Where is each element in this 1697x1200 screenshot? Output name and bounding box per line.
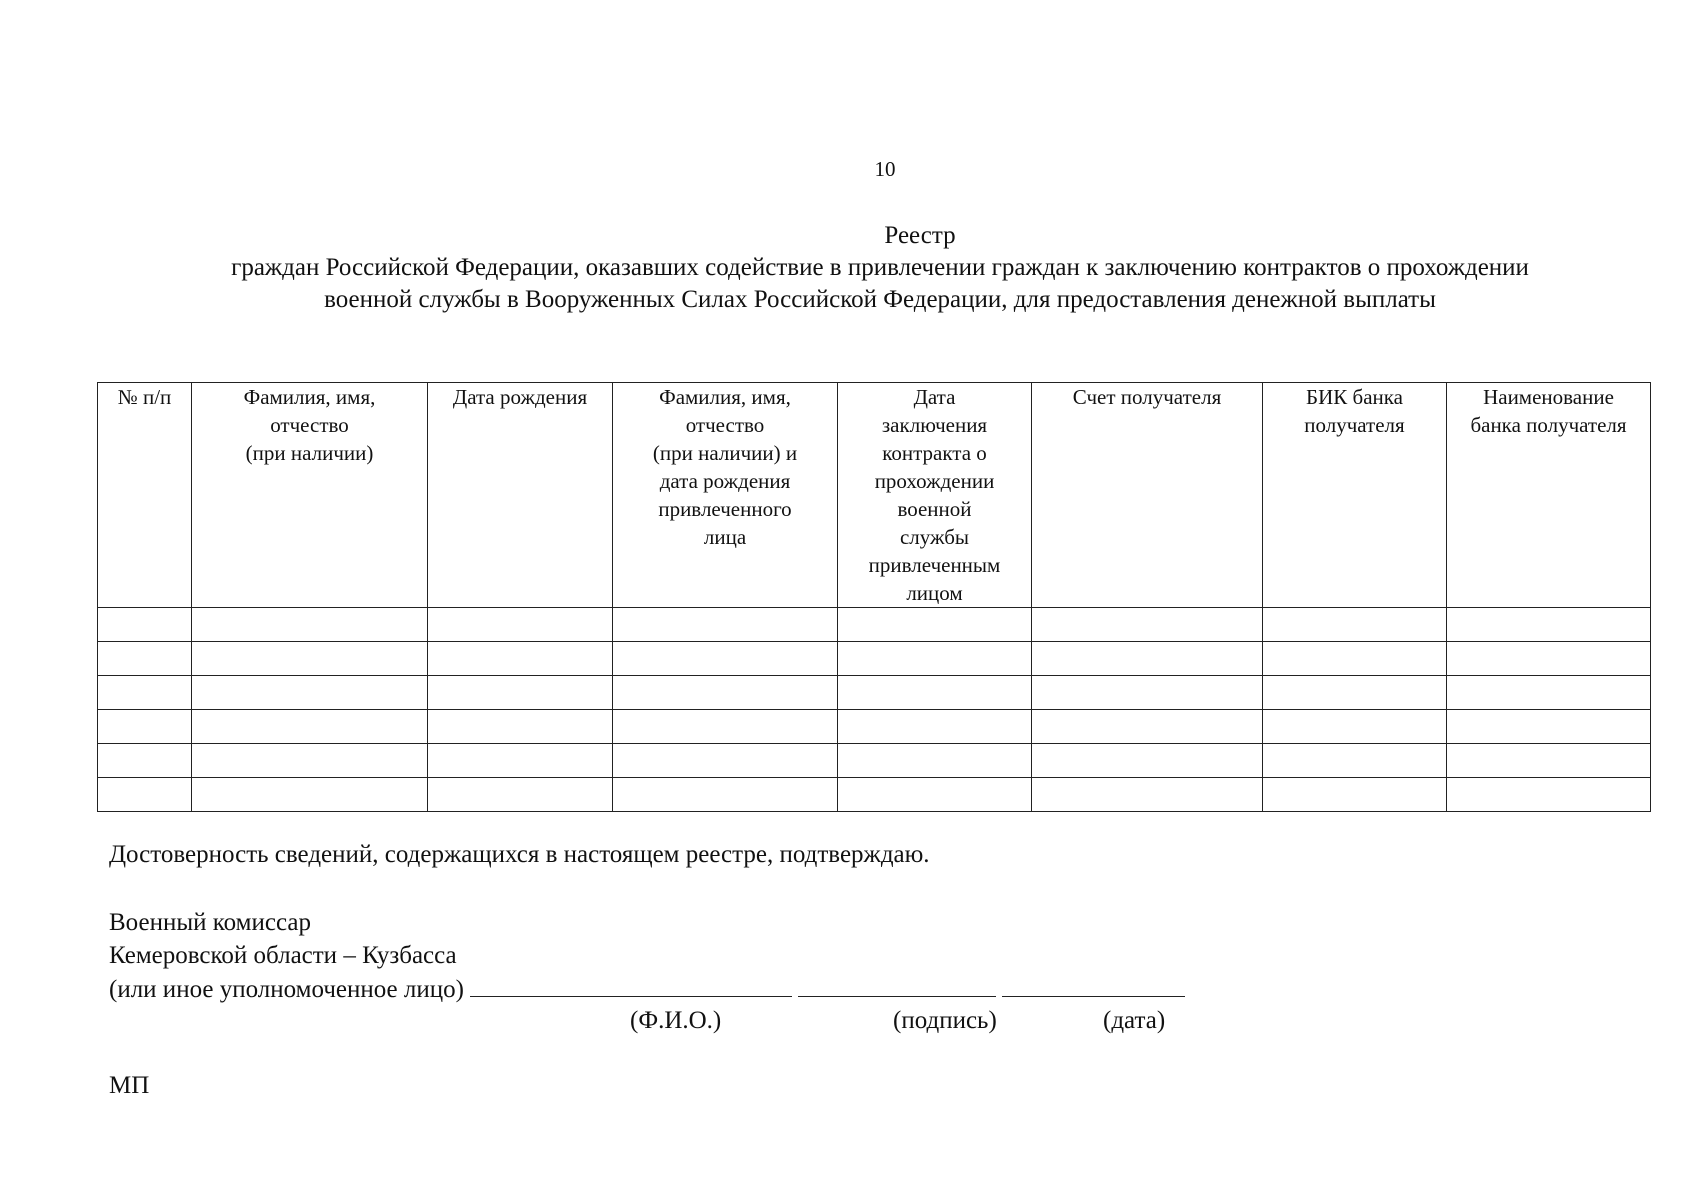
table-cell — [1032, 778, 1263, 812]
header-account — [1032, 383, 1263, 608]
table-cell — [838, 744, 1032, 778]
header-text: Дата рождения — [452, 385, 588, 409]
header-text: дата рождения — [659, 469, 791, 493]
header-recruited-person — [613, 383, 838, 608]
table-cell — [1447, 642, 1651, 676]
header-number — [98, 383, 192, 608]
header-text: Дата — [913, 385, 956, 409]
header-text: контракта о — [882, 441, 987, 465]
table-cell — [1263, 744, 1447, 778]
header-text: № п/п — [117, 385, 172, 409]
table-cell — [98, 744, 192, 778]
fio-caption: (Ф.И.О.) — [630, 1007, 722, 1034]
header-text: (при наличии) и — [652, 441, 798, 465]
table-cell — [428, 778, 613, 812]
header-text: Наименование — [1483, 385, 1614, 409]
table-cell — [1263, 778, 1447, 812]
table-cell — [1032, 744, 1263, 778]
document-title — [100, 220, 1660, 316]
header-text: БИК банка — [1306, 385, 1403, 409]
header-text: (при наличии) — [245, 441, 374, 465]
table-row — [98, 642, 1651, 676]
table-cell — [613, 642, 838, 676]
table-cell — [1263, 676, 1447, 710]
header-text: банка получателя — [1470, 413, 1627, 437]
header-text: лицом — [906, 581, 963, 605]
fio-line — [470, 972, 792, 997]
table-cell — [838, 710, 1032, 744]
table-cell — [613, 676, 838, 710]
table-cell — [192, 676, 428, 710]
table-cell — [1447, 744, 1651, 778]
table-cell — [1447, 608, 1651, 642]
title-line-1: граждан Российской Федерации, оказавших содействие в привлечении граждан к заключению контрактов о прохождении — [231, 254, 1529, 281]
registry-body — [98, 608, 1651, 812]
date-line — [1002, 972, 1185, 997]
table-cell — [1263, 710, 1447, 744]
table-cell — [1032, 676, 1263, 710]
page-number: 10 — [874, 157, 896, 181]
header-text: Счет получателя — [1072, 385, 1222, 409]
header-text: привлеченным — [868, 553, 1001, 577]
header-text: получателя — [1304, 413, 1405, 437]
table-cell — [613, 744, 838, 778]
table-cell — [1032, 642, 1263, 676]
table-cell — [192, 642, 428, 676]
table-cell — [613, 778, 838, 812]
table-cell — [838, 608, 1032, 642]
table-cell — [1447, 778, 1651, 812]
header-contract-date — [838, 383, 1032, 608]
table-cell — [98, 778, 192, 812]
table-cell — [428, 710, 613, 744]
table-cell — [1032, 710, 1263, 744]
header-text: привлеченного — [658, 497, 792, 521]
header-text: Фамилия, имя, — [659, 385, 791, 409]
table-cell — [192, 710, 428, 744]
table-row — [98, 676, 1651, 710]
header-text: лица — [703, 525, 747, 549]
header-text: отчество — [685, 413, 765, 437]
header-text: военной — [897, 497, 972, 521]
signature-caption: (подпись) — [893, 1007, 997, 1034]
table-cell — [192, 778, 428, 812]
table-cell — [192, 744, 428, 778]
table-row — [98, 744, 1651, 778]
table-cell — [838, 676, 1032, 710]
table-cell — [838, 642, 1032, 676]
table-row — [98, 778, 1651, 812]
table-row — [98, 608, 1651, 642]
table-header-row — [98, 383, 1651, 608]
header-text: заключения — [881, 413, 988, 437]
table-cell — [428, 608, 613, 642]
table-cell — [428, 744, 613, 778]
date-caption: (дата) — [1103, 1007, 1166, 1034]
header-bank-name — [1447, 383, 1651, 608]
table-cell — [1447, 710, 1651, 744]
table-cell — [98, 608, 192, 642]
signature-line — [798, 972, 996, 997]
table-cell — [1447, 676, 1651, 710]
table-cell — [838, 778, 1032, 812]
confirmation-statement: Достоверность сведений, содержащихся в настоящем реестре, подтверждаю. — [109, 841, 930, 868]
table-row — [98, 710, 1651, 744]
table-cell — [613, 608, 838, 642]
table-cell — [1032, 608, 1263, 642]
table-cell — [1263, 642, 1447, 676]
table-cell — [613, 710, 838, 744]
title-line-2: военной службы в Вооруженных Силах Российской Федерации, для предоставления денежной выплаты — [324, 286, 1436, 313]
signatory-authorized: (или иное уполномоченное лицо) — [109, 976, 464, 1003]
header-birth-date — [428, 383, 613, 608]
table-cell — [98, 642, 192, 676]
signatory-block — [109, 906, 1185, 1006]
registry-table — [97, 382, 1651, 812]
table-cell — [192, 608, 428, 642]
header-text: отчество — [270, 413, 349, 437]
table-cell — [98, 710, 192, 744]
title-main: Реестр — [884, 222, 956, 249]
header-full-name — [192, 383, 428, 608]
header-text: прохождении — [874, 469, 995, 493]
header-bik — [1263, 383, 1447, 608]
table-cell — [428, 642, 613, 676]
signatory-line — [109, 972, 1185, 1006]
header-text: службы — [899, 525, 970, 549]
table-cell — [428, 676, 613, 710]
table-cell — [1263, 608, 1447, 642]
header-text: Фамилия, имя, — [243, 385, 376, 409]
stamp-mark: МП — [109, 1072, 150, 1099]
signatory-region: Кемеровской области – Кузбасса — [109, 942, 457, 969]
table-cell — [98, 676, 192, 710]
signatory-title: Военный комиссар — [109, 909, 311, 936]
